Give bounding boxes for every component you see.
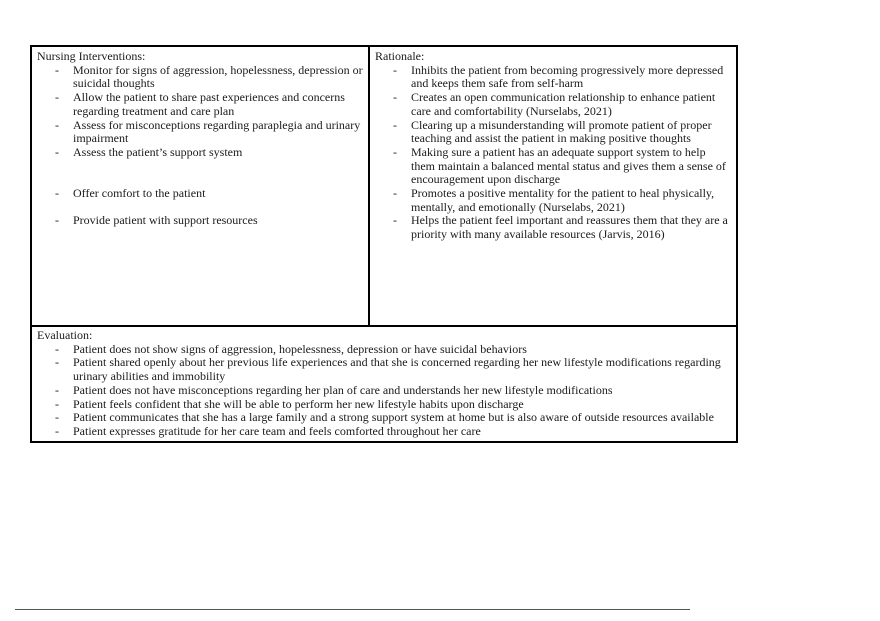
evaluation-item: - Patient feels confident that she will be able to perform her new lifestyle habits upon discharge <box>37 398 731 412</box>
spacer <box>37 173 363 187</box>
evaluation-list <box>37 343 731 439</box>
intervention-item: - Monitor for signs of aggression, hopelessness, depression or suicidal thoughts <box>37 64 363 91</box>
interventions-list-continued <box>37 187 363 201</box>
rationale-item: - Inhibits the patient from becoming progressively more depressed and keeps them safe from self-harm <box>375 64 731 91</box>
rationale-item: - Making sure a patient has an adequate support system to help them maintain a balanced mental status and gives them a sense of encouragement upon discharge <box>375 146 731 187</box>
rationale-list <box>375 64 731 242</box>
intervention-item: - Provide patient with support resources <box>37 214 363 228</box>
evaluation-item: - Patient expresses gratitude for her care team and feels comforted throughout her care <box>37 425 731 439</box>
evaluation-item: - Patient does not show signs of aggression, hopelessness, depression or have suicidal behaviors <box>37 343 731 357</box>
spacer <box>37 160 363 174</box>
rationale-item: - Helps the patient feel important and reassures them that they are a priority with many available resources (Jarvis, 2016) <box>375 214 731 241</box>
interventions-list-continued <box>37 214 363 228</box>
rationale-item: - Clearing up a misunderstanding will promote patient of proper teaching and assist the patient in making positive thoughts <box>375 119 731 146</box>
rationale-cell <box>370 47 736 325</box>
intervention-item: - Allow the patient to share past experiences and concerns regarding treatment and care plan <box>37 91 363 118</box>
evaluation-item: - Patient shared openly about her previous life experiences and that she is concerned regarding her new lifestyle modifications regarding urinary abilities and immobility <box>37 356 731 383</box>
interventions-list <box>37 64 363 160</box>
rationale-item: - Creates an open communication relationship to enhance patient care and comfortability (Nurselabs, 2021) <box>375 91 731 118</box>
spacer <box>37 201 363 215</box>
interventions-cell <box>32 47 370 325</box>
interventions-heading: Nursing Interventions: <box>37 49 146 63</box>
intervention-item: - Assess for misconceptions regarding paraplegia and urinary impairment <box>37 119 363 146</box>
evaluation-cell <box>32 327 736 441</box>
evaluation-item: - Patient does not have misconceptions regarding her plan of care and understands her new lifestyle modifications <box>37 384 731 398</box>
rationale-heading: Rationale: <box>375 49 425 63</box>
intervention-item: - Assess the patient’s support system <box>37 146 363 160</box>
evaluation-item: - Patient communicates that she has a large family and a strong support system at home but is also aware of outside resources available <box>37 411 731 425</box>
evaluation-heading: Evaluation: <box>37 328 93 342</box>
care-plan-table <box>30 45 738 443</box>
footer-divider <box>15 609 690 610</box>
intervention-item: - Offer comfort to the patient <box>37 187 363 201</box>
table-top-row <box>32 47 736 327</box>
rationale-item: - Promotes a positive mentality for the patient to heal physically, mentally, and emotionally (Nurselabs, 2021) <box>375 187 731 214</box>
